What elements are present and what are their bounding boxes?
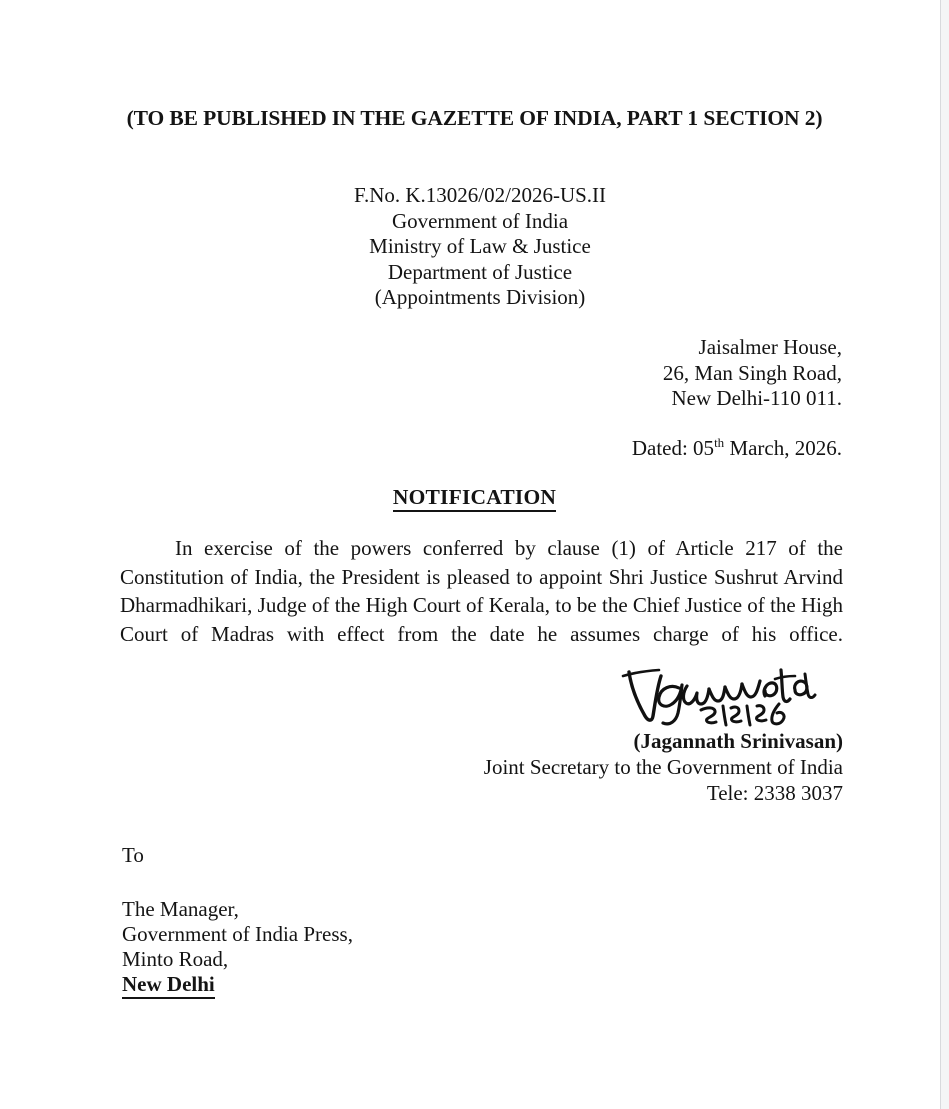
address-line-1: Jaisalmer House, [698, 335, 842, 359]
signature-block [420, 666, 843, 806]
notification-title-text: NOTIFICATION [393, 485, 556, 512]
gazette-publication-header: (TO BE PUBLISHED IN THE GAZETTE OF INDIA, PART 1 SECTION 2) [126, 106, 823, 130]
signatory-name: (Jagannath Srinivasan) [633, 729, 843, 753]
to-label: To [122, 843, 144, 867]
recipient-line-3: Minto Road, [122, 947, 229, 971]
file-number: F.No. K.13026/02/2026-US.II [353, 183, 607, 207]
dated-ordinal-suffix: th [714, 435, 725, 450]
scan-edge-strip [941, 0, 949, 1109]
department-name: Department of Justice [387, 259, 573, 284]
recipient-line-2: Government of India Press, [122, 922, 353, 946]
signatory-telephone: Tele: 2338 3037 [706, 781, 843, 805]
government-name: Government of India [391, 208, 569, 233]
dated-suffix: March, 2026. [724, 436, 842, 460]
notification-body-paragraph: In exercise of the powers conferred by clause (1) of Article 217 of the Constitution of India, the President is pleased to appoint Shri Justice Sushrut Arvind Dharmadhikari, Judge of the High Court of Kerala, to be the Chief Justice of the High Court of Madras with effect from the date he assumes charge of his office. [120, 536, 843, 646]
recipient-line-1: The Manager, [122, 897, 239, 921]
signatory-designation: Joint Secretary to the Government of India [483, 755, 843, 779]
file-reference-block [226, 183, 734, 311]
recipient-city-line [122, 972, 353, 999]
issuing-office-address [663, 335, 842, 412]
scan-edge-line [940, 0, 941, 1109]
address-line-3: New Delhi-110 011. [671, 386, 842, 410]
notification-title [0, 485, 949, 510]
handwritten-signature-icon [420, 666, 825, 728]
dated-line [632, 436, 842, 461]
division-name: (Appointments Division) [374, 285, 586, 309]
dated-prefix: Dated: 05 [631, 436, 715, 460]
recipient-city: New Delhi [122, 972, 215, 999]
ministry-name: Ministry of Law & Justice [369, 234, 591, 258]
address-line-2: 26, Man Singh Road, [662, 360, 842, 385]
recipient-address-block [122, 897, 353, 999]
